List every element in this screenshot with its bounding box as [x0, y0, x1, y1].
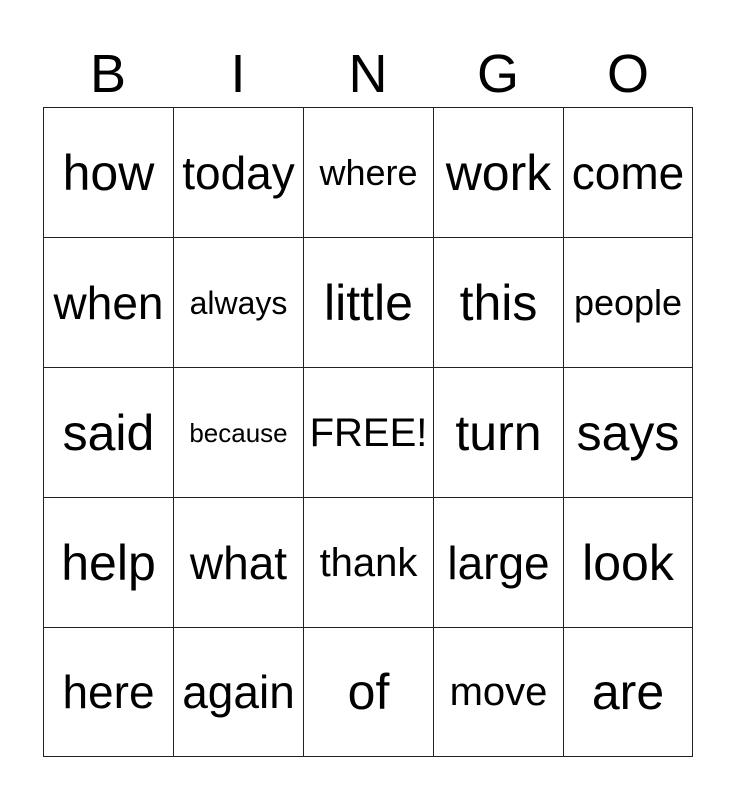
bingo-cell[interactable]: work — [433, 107, 563, 237]
bingo-cell[interactable]: says — [563, 367, 693, 497]
bingo-cell[interactable]: again — [173, 627, 303, 757]
bingo-board — [43, 107, 693, 757]
bingo-cell[interactable]: large — [433, 497, 563, 627]
bingo-cell[interactable]: what — [173, 497, 303, 627]
bingo-cell[interactable]: help — [43, 497, 173, 627]
bingo-cell[interactable]: how — [43, 107, 173, 237]
bingo-cell[interactable]: here — [43, 627, 173, 757]
header-letter-b: B — [89, 44, 127, 104]
free-space-cell[interactable]: FREE! — [303, 367, 433, 497]
bingo-cell[interactable]: are — [563, 627, 693, 757]
bingo-cell[interactable]: people — [563, 237, 693, 367]
bingo-cell[interactable]: always — [173, 237, 303, 367]
bingo-cell[interactable]: said — [43, 367, 173, 497]
bingo-cell[interactable]: come — [563, 107, 693, 237]
bingo-header — [43, 40, 693, 108]
header-letter-i: I — [230, 44, 246, 104]
bingo-cell[interactable]: of — [303, 627, 433, 757]
bingo-cell[interactable]: because — [173, 367, 303, 497]
header-letter-o: O — [606, 44, 649, 104]
bingo-cell[interactable]: today — [173, 107, 303, 237]
bingo-cell[interactable]: turn — [433, 367, 563, 497]
bingo-cell[interactable]: look — [563, 497, 693, 627]
bingo-cell[interactable]: where — [303, 107, 433, 237]
header-letter-g: G — [476, 44, 519, 104]
bingo-cell[interactable]: move — [433, 627, 563, 757]
bingo-cell[interactable]: when — [43, 237, 173, 367]
header-letter-n: N — [348, 44, 388, 104]
bingo-cell[interactable]: this — [433, 237, 563, 367]
bingo-cell[interactable]: little — [303, 237, 433, 367]
bingo-cell[interactable]: thank — [303, 497, 433, 627]
